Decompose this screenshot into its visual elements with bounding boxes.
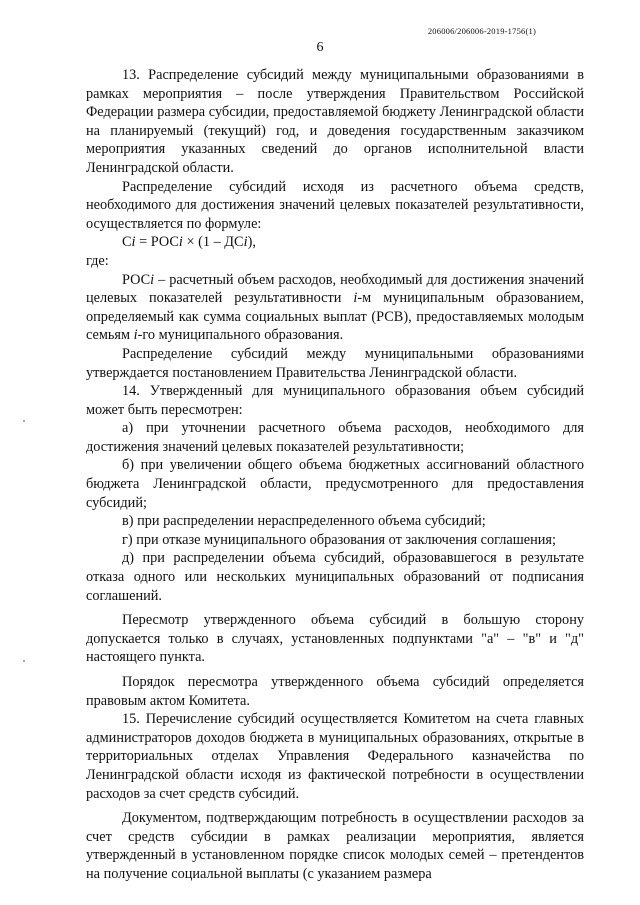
formula-index: i (131, 234, 136, 251)
definition-text: – расчетный объем расходов, необходимый для достижения значений целевых показателей результативности (86, 271, 584, 307)
paragraph-pros-definition (86, 271, 584, 345)
paragraph-13: 13. Распределение субсидий между муниципальными образованиями в рамках мероприятия – после утверждения Правительством Российской Федерации размера субсидии, предоставляемой бюджету Ленинградской области на планируемый (текущий) год, и доведения государственным заказчиком мероприятия указанных сведений до органов исполнительной власти Ленинградской области. (86, 67, 584, 176)
margin-mark (23, 660, 25, 662)
term-index: i (150, 271, 155, 288)
paragraph-15: 15. Перечисление субсидий осуществляется Комитетом на счета главных администраторов доходов бюджета в муниципальных образованиях, открытые в территориальных отделах Управления Федерального казначейства по Ленинградской области исходя из фактической потребности в осуществлении расходов за счет средств субсидий. (86, 711, 584, 802)
formula-index: i (243, 234, 248, 251)
paragraph-14-d: д) при распределении объема субсидий, образовавшегося в результате отказа одного или нескольких муниципальных образований от подписания соглашений. (86, 550, 584, 604)
formula (86, 233, 584, 252)
margin-mark (23, 420, 25, 422)
paragraph-review: Пересмотр утвержденного объема субсидий в большую сторону допускается только в случаях, установленных подпунктами "а" – "в" и "д" настоящего пункта. (86, 612, 584, 666)
page-number: 6 (316, 40, 324, 55)
paragraph-distribution: Распределение субсидий между муниципальными образованиями утверждается постановлением Правительства Ленинградской области. (86, 345, 584, 381)
formula-part: × (1 – ДС (182, 234, 244, 251)
document-id: 206006/206006-2019-1756(1) (427, 26, 536, 36)
definition-text: -м муниципальным образованием, определяемый как сумма социальных выплат (РСВ), предоставляемых молодым семьям (86, 290, 584, 344)
paragraph-document: Документом, подтверждающим потребность в осуществлении расходов за счет средств субсидии в рамках реализации мероприятия, является утвержденный в установленном порядке список молодых семей – претендентов на получение социальной выплаты (с указанием размера (86, 810, 584, 882)
paragraph-14: 14. Утвержденный для муниципального образования объем субсидий может быть пересмотрен: (86, 383, 584, 418)
paragraph-14-a: а) при уточнении расчетного объема расходов, необходимого для достижения значений целевых показателей результативности; (86, 420, 584, 455)
document-body (86, 66, 584, 884)
paragraph-14-v: в) при распределении нераспределенного объема субсидий; (122, 513, 486, 530)
term: РОС (122, 271, 151, 288)
formula-part: = РОС (135, 234, 179, 251)
formula-index: i (178, 234, 183, 251)
formula-part: С (122, 234, 132, 251)
paragraph-14-g: г) при отказе муниципального образования от заключения соглашения; (122, 531, 556, 548)
formula-part: ), (247, 234, 256, 251)
paragraph-13-formula-intro: Распределение субсидий исходя из расчетного объема средств, необходимого для достижения значений целевых показателей результативности, осуществляется по формуле: (86, 178, 584, 232)
term-index: i (353, 290, 358, 307)
paragraph-order: Порядок пересмотра утвержденного объема субсидий определяется правовым актом Комитета. (86, 674, 584, 709)
where-label: где: (86, 252, 109, 269)
paragraph-14-b: б) при увеличении общего объема бюджетных ассигнований областного бюджета Ленинградской области, предусмотренного для предоставления субсидий; (86, 457, 584, 511)
term-index: i (133, 327, 138, 344)
definition-text: -го муниципального образования. (137, 327, 344, 344)
